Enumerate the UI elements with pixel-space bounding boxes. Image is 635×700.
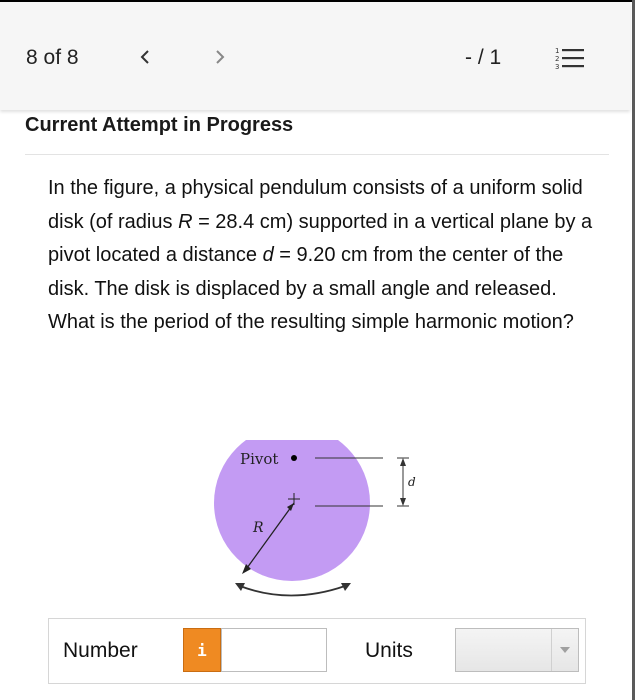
pivot-label: Pivot [240, 450, 279, 468]
number-input[interactable] [221, 628, 327, 672]
chevron-left-icon [139, 48, 151, 66]
score-display: - / 1 [465, 46, 502, 69]
question-nav-header [0, 2, 630, 110]
distance-arrow-top-head [400, 458, 406, 466]
previous-question-button[interactable] [130, 42, 160, 72]
question-text [48, 172, 598, 340]
distance-label: d [408, 475, 416, 489]
radius-label: R [253, 520, 264, 536]
caret-down-icon [560, 647, 570, 653]
chevron-right-icon [214, 48, 226, 66]
info-button[interactable] [183, 628, 221, 672]
list-number-2: 2 [555, 55, 560, 63]
section-divider [25, 154, 609, 155]
question-part-1: In the figure, a physical pendulum consists of a uniform solid disk (of radius [48, 177, 589, 233]
disk [214, 440, 370, 581]
variable-d: d [262, 244, 274, 267]
question-counter: 8 of 8 [26, 46, 79, 69]
info-icon: i [197, 640, 207, 660]
pivot-point [291, 455, 297, 461]
next-question-button[interactable] [205, 42, 235, 72]
units-label: Units [365, 639, 413, 662]
dropdown-arrow-area [551, 629, 578, 671]
question-list-button[interactable] [552, 44, 586, 74]
attempt-status-title: Current Attempt in Progress [25, 114, 294, 136]
list-number-1: 1 [555, 47, 560, 55]
question-part-3: = 9.20 cm from the center of the disk. The disk is displaced by a small angle and released. What is the period of the resulting simple harmonic motion? [48, 244, 574, 334]
numbered-list-icon [552, 44, 586, 74]
number-label: Number [63, 639, 138, 662]
question-part-2: = 28.4 cm) supported in a vertical plane by a pivot located a distance [48, 210, 598, 267]
answer-row [48, 618, 586, 684]
distance-arrow-bottom-head [400, 498, 406, 506]
variable-R: R [178, 210, 193, 233]
pendulum-figure [205, 440, 435, 610]
swing-arc [240, 586, 345, 596]
units-dropdown[interactable] [455, 628, 579, 672]
list-number-3: 3 [555, 63, 560, 71]
